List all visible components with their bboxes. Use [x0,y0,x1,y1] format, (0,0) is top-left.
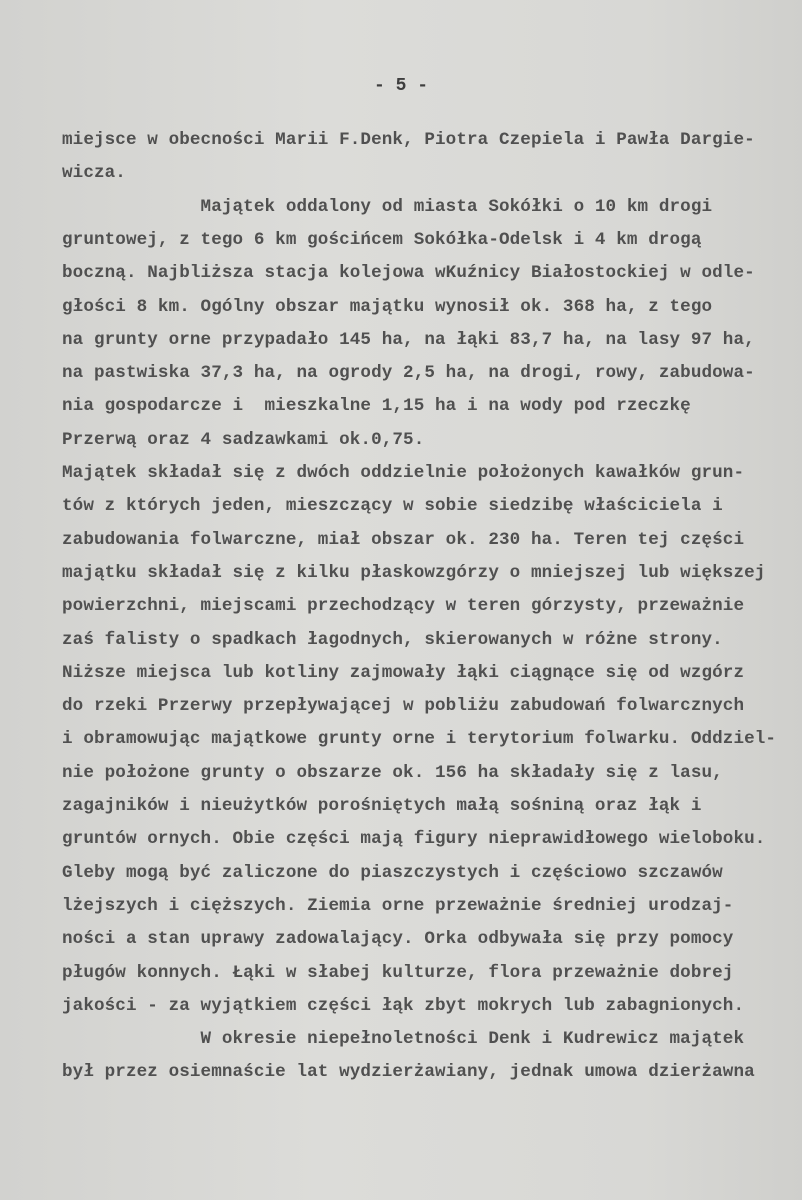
text-line: W okresie niepełnoletności Denk i Kudrewicz majątek [62,1029,745,1050]
text-line: był przez osiemnaście lat wydzierżawiany, jednak umowa dzierżawna [62,1062,755,1083]
text-line: Przerwą oraz 4 sadzawkami ok.0,75. [62,429,425,450]
text-line: zaś falisty o spadkach łagodnych, skierowanych w różne strony. [62,629,723,650]
text-line: jakości - za wyjątkiem części łąk zbyt mokrych lub zabagnionych. [62,995,745,1016]
text-line: majątku składał się z kilku płaskowzgórzy o mniejszej lub większej [62,562,766,583]
text-line: Majątek oddalony od miasta Sokółki o 10 km drogi [62,196,713,217]
text-line: miejsce w obecności Marii F.Denk, Piotra Czepiela i Pawła Dargie- [62,130,755,150]
text-line: nia gospodarcze i mieszkalne 1,15 ha i na wody pod rzeczkę [62,396,691,417]
text-line: lżejszych i cięższych. Ziemia orne przeważnie średniej urodzaj- [62,895,734,916]
text-line: gruntowej, z tego 6 km gościńcem Sokółka-Odelsk i 4 km drogą [62,229,702,250]
text-line: Majątek składał się z dwóch oddzielnie położonych kawałków grun- [62,463,745,483]
text-line: wicza. [62,163,126,184]
text-line: boczną. Najbliższa stacja kolejowa wKuźnicy Białostockiej w odle- [62,263,755,284]
text-line: do rzeki Przerwy przepływającej w pobliżu zabudowań folwarcznych [62,696,745,717]
text-line: i obramowując majątkowe grunty orne i terytorium folwarku. Oddziel- [62,729,777,750]
text-line: nie położone grunty o obszarze ok. 156 ha składały się z lasu, [62,762,723,783]
text-line: na pastwiska 37,3 ha, na ogrody 2,5 ha, na drogi, rowy, zabudowa- [62,363,755,384]
text-line: Niższe miejsca lub kotliny zajmowały łąki ciągnące się od wzgórz [62,662,745,683]
text-line: zagajników i nieużytków porośniętych małą sośniną oraz łąk i [62,796,702,816]
text-line: na grunty orne przypadało 145 ha, na łąki 83,7 ha, na lasy 97 ha, [62,329,755,350]
text-line: Gleby mogą być zaliczone do piaszczystych i częściowo szczawów [62,862,723,883]
text-line: głości 8 km. Ogólny obszar majątku wynosił ok. 368 ha, z tego [62,296,713,317]
text-line: tów z których jeden, mieszczący w sobie siedzibę właściciela i [62,496,723,517]
text-line: pługów konnych. Łąki w słabej kulturze, flora przeważnie dobrej [62,962,734,983]
text-line: zabudowania folwarczne, miał obszar ok. 230 ha. Teren tej części [62,529,745,550]
page-number: - 5 - [373,76,428,96]
text-line: gruntów ornych. Obie części mają figury nieprawidłowego wieloboku. [62,829,766,850]
text-line: ności a stan uprawy zadowalający. Orka odbywała się przy pomocy [62,929,734,950]
text-line: powierzchni, miejscami przechodzący w teren górzysty, przeważnie [62,596,745,617]
